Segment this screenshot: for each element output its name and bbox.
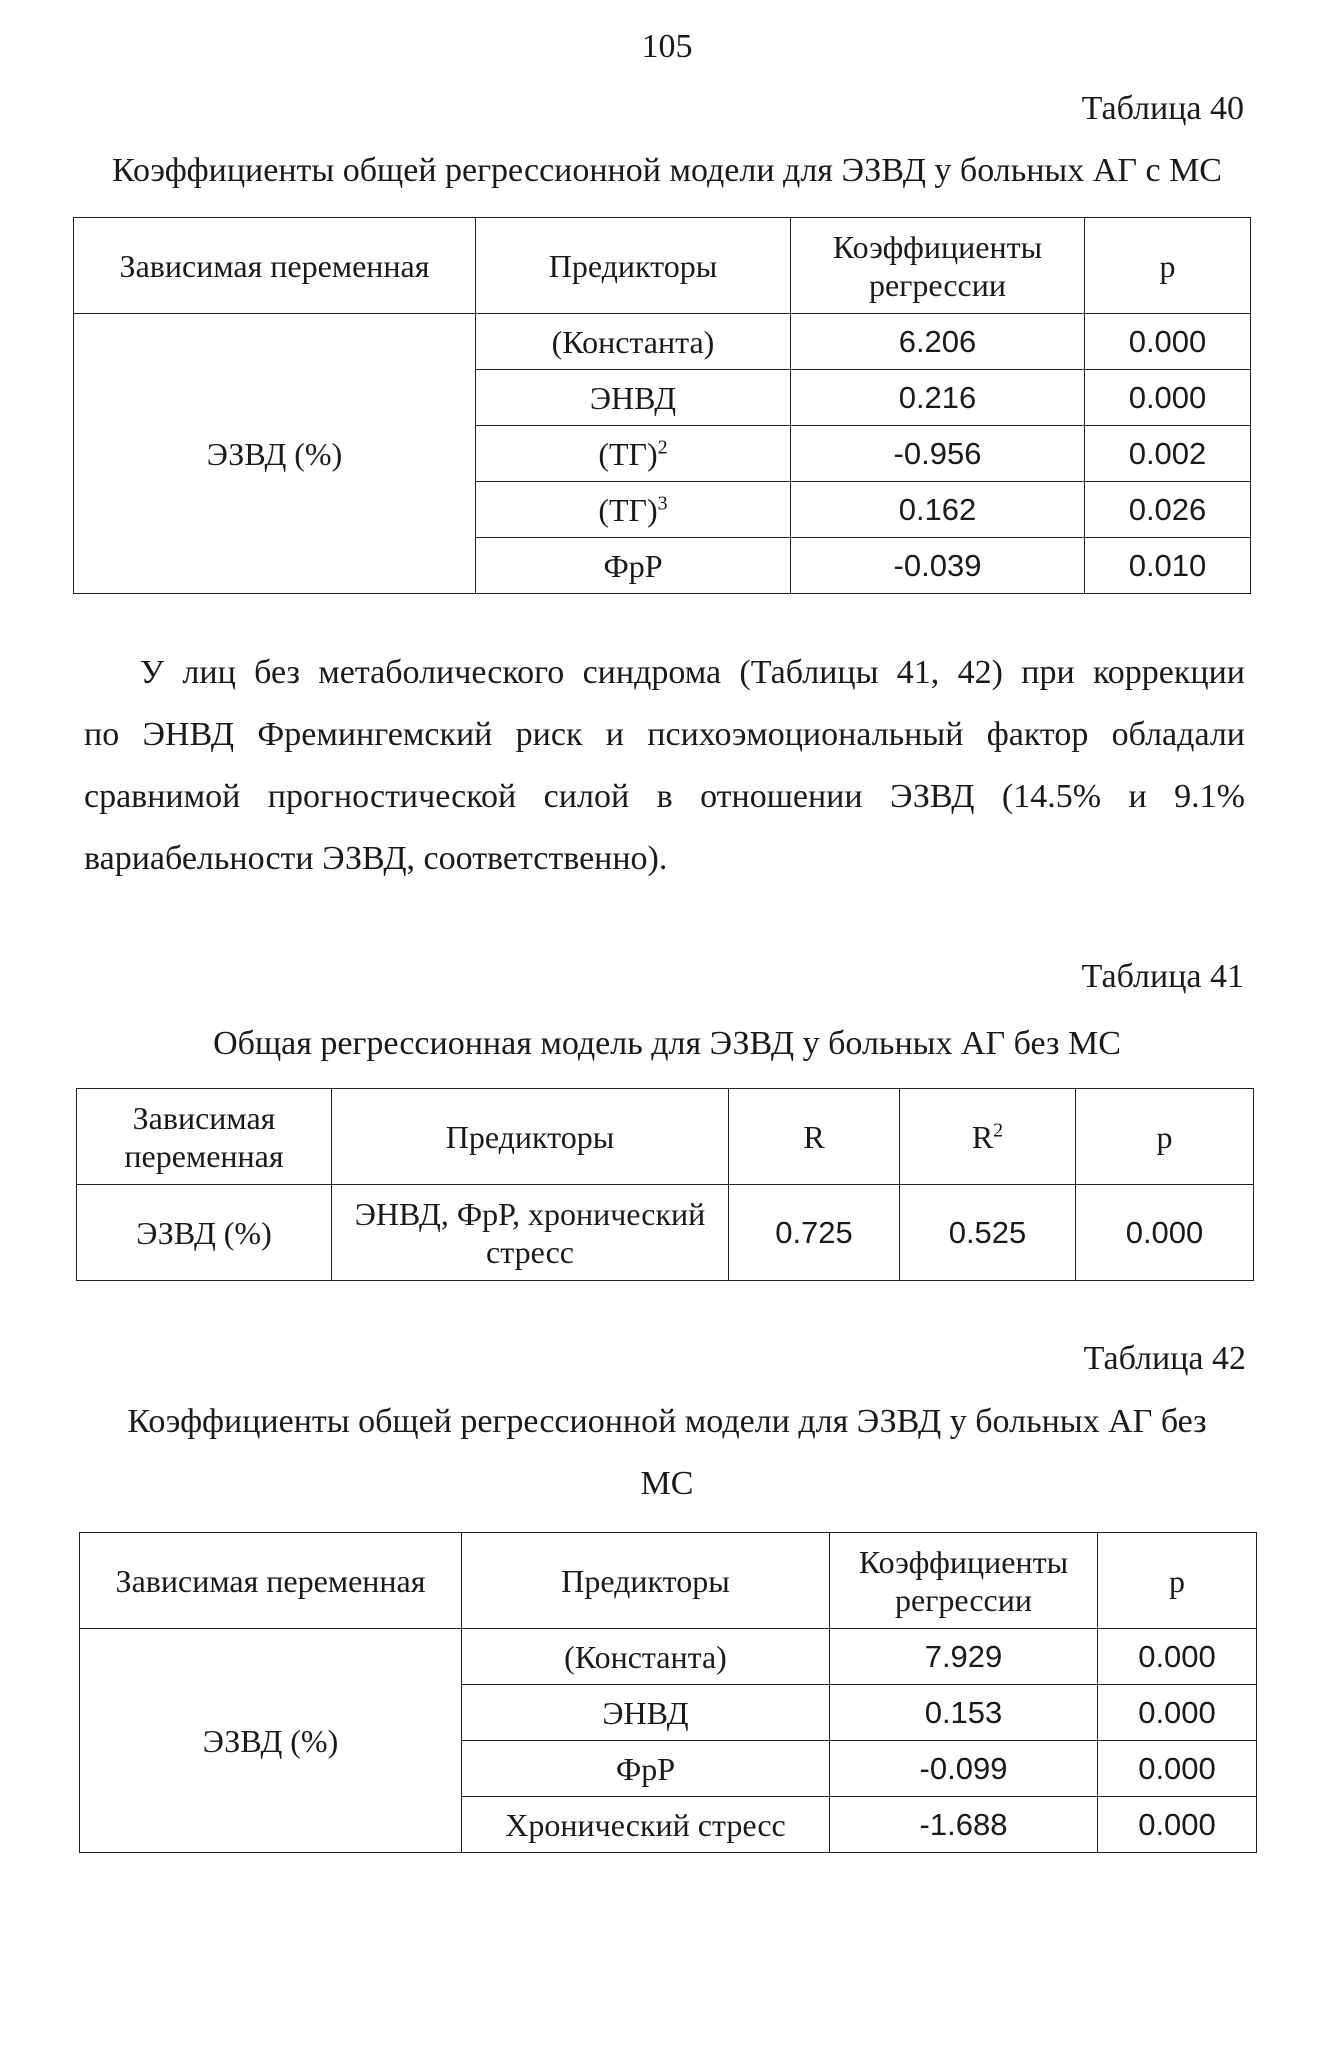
predictor-cell: ФрР — [476, 538, 791, 594]
table-40 — [73, 217, 1251, 594]
table-40-caption: Таблица 40 — [1081, 90, 1244, 127]
paragraph-line: сравнимой прогностической силой в отношении ЭЗВД (14.5% и 9.1% — [84, 778, 1245, 815]
predictor-exponent: 3 — [657, 491, 668, 514]
table-row — [77, 1185, 1254, 1281]
table-41-title: Общая регрессионная модель для ЭЗВД у больных АГ без МС — [213, 1025, 1121, 1062]
p-cell: 0.000 — [1085, 370, 1251, 426]
predictor-cell: ФрР — [462, 1741, 830, 1797]
header-predictors: Предикторы — [476, 218, 791, 314]
paragraph-line: У лиц без метаболического синдрома (Таблицы 41, 42) при коррекции — [140, 654, 1245, 691]
p-cell: 0.002 — [1085, 426, 1251, 482]
paragraph-line: вариабельности ЭЗВД, соответственно). — [84, 840, 668, 877]
p-cell: 0.010 — [1085, 538, 1251, 594]
header-p: p — [1098, 1533, 1257, 1629]
coef-cell: 0.162 — [791, 482, 1085, 538]
coef-cell: -0.956 — [791, 426, 1085, 482]
header-dependent: Зависимая переменная — [80, 1533, 462, 1629]
table-42-header-row — [80, 1533, 1257, 1629]
coef-cell: -0.039 — [791, 538, 1085, 594]
predictor-cell: (Константа) — [462, 1629, 830, 1685]
header-coefficients: Коэффициенты регрессии — [791, 218, 1085, 314]
header-p: p — [1076, 1089, 1254, 1185]
header-predictors: Предикторы — [332, 1089, 729, 1185]
table-row — [80, 1629, 1257, 1685]
table-row — [74, 314, 1251, 370]
p-cell: 0.000 — [1098, 1797, 1257, 1853]
dependent-variable-cell: ЭЗВД (%) — [74, 314, 476, 594]
dependent-variable-cell: ЭЗВД (%) — [80, 1629, 462, 1853]
coef-cell: -1.688 — [830, 1797, 1098, 1853]
table-41-header-row — [77, 1089, 1254, 1185]
predictor-cell — [476, 482, 791, 538]
table-40-header-row — [74, 218, 1251, 314]
coef-cell: -0.099 — [830, 1741, 1098, 1797]
header-r-squared-exponent: 2 — [993, 1118, 1004, 1141]
r-cell: 0.725 — [729, 1185, 900, 1281]
p-cell: 0.000 — [1098, 1685, 1257, 1741]
predictor-cell: Хронический стресс — [462, 1797, 830, 1853]
table-41-caption: Таблица 41 — [1081, 958, 1244, 995]
predictor-cell — [476, 426, 791, 482]
coef-cell: 0.216 — [791, 370, 1085, 426]
page-number: 105 — [641, 28, 693, 65]
coef-cell: 0.153 — [830, 1685, 1098, 1741]
predictor-exponent: 2 — [657, 435, 668, 458]
table-42-title-line-2: МС — [640, 1465, 694, 1502]
paragraph-line: по ЭНВД Фремингемский риск и психоэмоциональный фактор обладали — [84, 716, 1245, 753]
body-paragraph — [84, 642, 1245, 890]
r-squared-cell: 0.525 — [900, 1185, 1076, 1281]
header-dependent: Зависимая переменная — [77, 1089, 332, 1185]
header-r-squared — [900, 1089, 1076, 1185]
header-coefficients: Коэффициенты регрессии — [830, 1533, 1098, 1629]
header-dependent: Зависимая переменная — [74, 218, 476, 314]
header-p: p — [1085, 218, 1251, 314]
p-cell: 0.000 — [1098, 1629, 1257, 1685]
table-42-caption: Таблица 42 — [1083, 1340, 1246, 1377]
predictor-cell: ЭНВД — [476, 370, 791, 426]
predictor-cell: (Константа) — [476, 314, 791, 370]
p-cell: 0.000 — [1098, 1741, 1257, 1797]
p-cell: 0.000 — [1085, 314, 1251, 370]
p-cell: 0.026 — [1085, 482, 1251, 538]
dependent-variable-cell: ЭЗВД (%) — [77, 1185, 332, 1281]
predictor-cell: ЭНВД — [462, 1685, 830, 1741]
header-r: R — [729, 1089, 900, 1185]
p-cell: 0.000 — [1076, 1185, 1254, 1281]
predictors-cell: ЭНВД, ФрР, хронический стресс — [332, 1185, 729, 1281]
predictor-text: (ТГ) — [598, 491, 658, 528]
table-42-title-line-1: Коэффициенты общей регрессионной модели для ЭЗВД у больных АГ без — [127, 1403, 1207, 1440]
coef-cell: 6.206 — [791, 314, 1085, 370]
table-42 — [79, 1532, 1257, 1853]
header-predictors: Предикторы — [462, 1533, 830, 1629]
table-41 — [76, 1088, 1254, 1281]
coef-cell: 7.929 — [830, 1629, 1098, 1685]
predictor-text: (ТГ) — [598, 435, 658, 472]
header-r-squared-text: R — [971, 1118, 994, 1155]
table-40-title: Коэффициенты общей регрессионной модели для ЭЗВД у больных АГ с МС — [112, 152, 1222, 189]
